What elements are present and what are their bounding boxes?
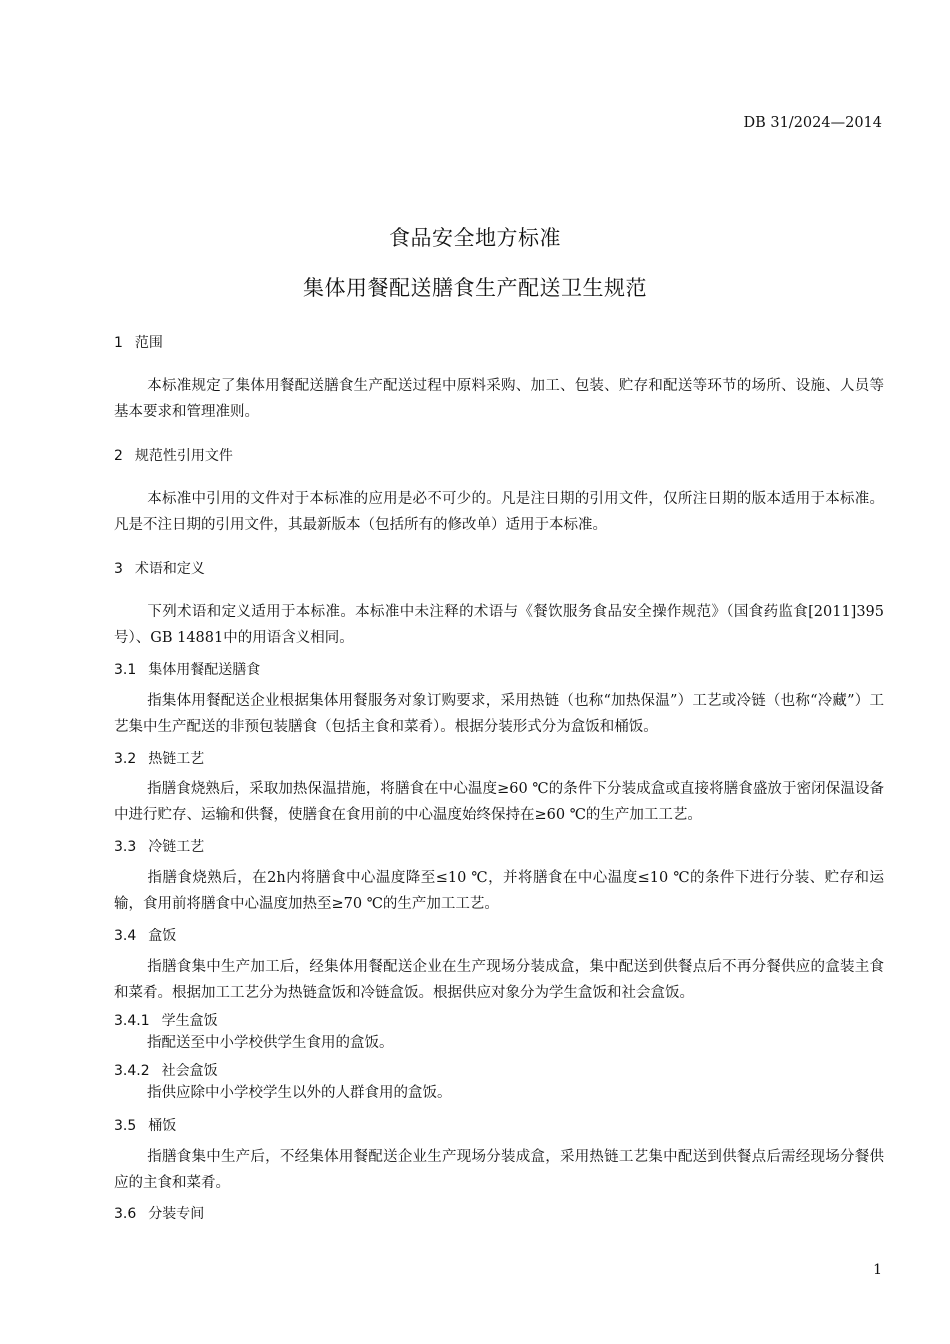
section-number: 3	[114, 561, 123, 577]
paragraph-text: 指配送至中小学校供学生食用的盒饭。	[147, 1035, 394, 1051]
section-heading-3-6	[114, 1203, 204, 1223]
section-paragraph-3-2	[114, 776, 884, 828]
section-paragraph-3-4-2	[114, 1080, 884, 1106]
section-heading-3-4-2	[114, 1060, 218, 1080]
section-heading-3	[114, 558, 205, 578]
section-paragraph-3-4	[114, 954, 884, 1006]
section-title: 学生盒饭	[161, 1013, 218, 1029]
section-paragraph-3	[114, 599, 884, 651]
paragraph-text: 指膳食集中生产后，不经集体用餐配送企业生产现场分装成盒，采用热链工艺集中配送到供餐点后需经现场分餐供应的主食和菜肴。	[114, 1149, 884, 1191]
section-number: 3.5	[114, 1118, 137, 1134]
section-number: 3.1	[114, 662, 137, 678]
section-heading-3-4	[114, 925, 176, 945]
section-title: 分装专间	[148, 1206, 205, 1222]
section-title: 热链工艺	[148, 751, 205, 767]
section-heading-3-2	[114, 748, 204, 768]
section-title: 冷链工艺	[148, 839, 205, 855]
section-title: 术语和定义	[134, 561, 205, 577]
section-heading-1	[114, 332, 163, 352]
section-heading-3-5	[114, 1115, 176, 1135]
section-paragraph-2	[114, 486, 884, 538]
section-number: 3.3	[114, 839, 137, 855]
section-paragraph-3-1	[114, 688, 884, 740]
paragraph-text: 下列术语和定义适用于本标准。本标准中未注释的术语与《餐饮服务食品安全操作规范》（国食药监食[2011]395号）、GB 14881中的用语含义相同。	[114, 604, 884, 646]
section-number: 3.4	[114, 928, 137, 944]
paragraph-text: 本标准规定了集体用餐配送膳食生产配送过程中原料采购、加工、包装、贮存和配送等环节的场所、设施、人员等基本要求和管理准则。	[114, 378, 884, 420]
section-paragraph-3-5	[114, 1144, 884, 1196]
section-number: 2	[114, 448, 123, 464]
document-title-line1: 食品安全地方标准	[389, 226, 561, 250]
paragraph-text: 指膳食烧熟后，采取加热保温措施，将膳食在中心温度≥60 ℃的条件下分装成盒或直接将膳食盛放于密闭保温设备中进行贮存、运输和供餐，使膳食在食用前的中心温度始终保持在≥60 ℃的生产加工工艺。	[114, 781, 884, 823]
section-paragraph-3-4-1	[114, 1030, 884, 1056]
section-heading-2	[114, 445, 233, 465]
paragraph-text: 指膳食集中生产加工后，经集体用餐配送企业在生产现场分装成盒，集中配送到供餐点后不再分餐供应的盒装主食和菜肴。根据加工工艺分为热链盒饭和冷链盒饭。根据供应对象分为学生盒饭和社会盒饭。	[114, 959, 884, 1001]
section-title: 桶饭	[148, 1118, 177, 1134]
section-title: 规范性引用文件	[134, 448, 233, 464]
section-number: 1	[114, 335, 123, 351]
section-paragraph-1	[114, 373, 884, 425]
paragraph-text: 指供应除中小学校学生以外的人群食用的盒饭。	[147, 1085, 452, 1101]
section-title: 范围	[134, 335, 163, 351]
paragraph-text: 指集体用餐配送企业根据集体用餐服务对象订购要求，采用热链（也称“加热保温”）工艺或冷链（也称“冷藏”）工艺集中生产配送的非预包装膳食（包括主食和菜肴）。根据分装形式分为盒饭和桶饭。	[114, 693, 884, 735]
document-title-line2: 集体用餐配送膳食生产配送卫生规范	[303, 276, 647, 300]
section-title: 集体用餐配送膳食	[148, 662, 261, 678]
section-number: 3.4.2	[114, 1063, 150, 1079]
section-title: 盒饭	[148, 928, 177, 944]
section-heading-3-4-1	[114, 1010, 218, 1030]
paragraph-text: 指膳食烧熟后，在2h内将膳食中心温度降至≤10 ℃，并将膳食在中心温度≤10 ℃的条件下进行分装、贮存和运输，食用前将膳食中心温度加热至≥70 ℃的生产加工工艺。	[114, 870, 884, 912]
section-heading-3-3	[114, 836, 204, 856]
paragraph-text: 本标准中引用的文件对于本标准的应用是必不可少的。凡是注日期的引用文件，仅所注日期的版本适用于本标准。凡是不注日期的引用文件，其最新版本（包括所有的修改单）适用于本标准。	[114, 491, 884, 533]
section-heading-3-1	[114, 659, 260, 679]
document-number: DB 31/2024—2014	[743, 115, 882, 131]
section-title: 社会盒饭	[161, 1063, 218, 1079]
section-paragraph-3-3	[114, 865, 884, 917]
section-number: 3.2	[114, 751, 137, 767]
section-number: 3.6	[114, 1206, 137, 1222]
page-number: 1	[873, 1262, 882, 1278]
section-number: 3.4.1	[114, 1013, 150, 1029]
